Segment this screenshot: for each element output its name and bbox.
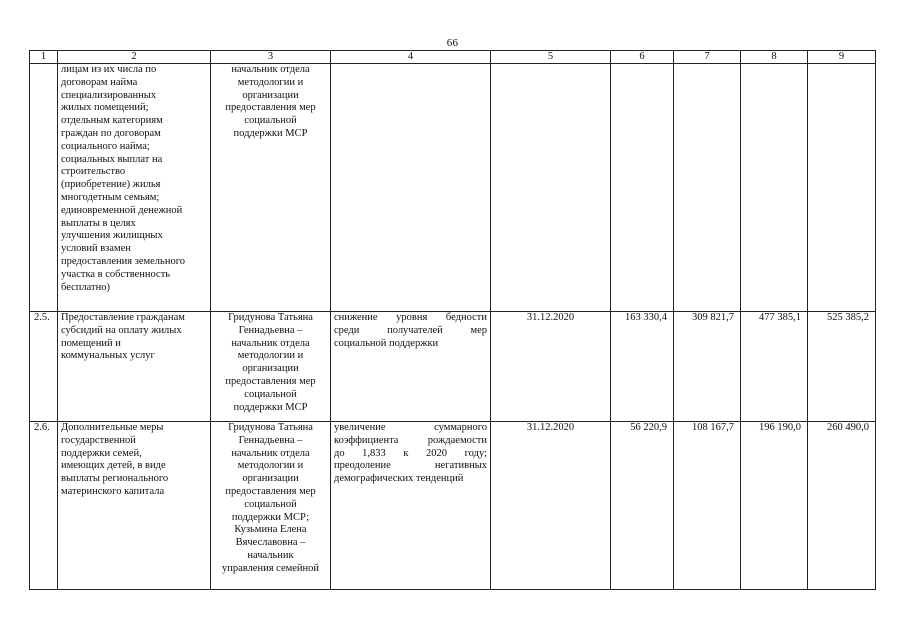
measure-cell: [58, 64, 211, 312]
text-line: условий взамен: [61, 243, 131, 255]
header-cell: 8: [741, 51, 808, 64]
text-line: Кузьмина Елена: [234, 524, 307, 536]
measure-cell: [58, 422, 211, 590]
text-line: организации: [242, 89, 299, 101]
text-line: улучшения жилищных: [61, 230, 163, 242]
value-cell: 196 190,0: [741, 422, 808, 590]
text-line: демографических тенденций: [334, 473, 464, 485]
text-line: методологии и: [237, 460, 304, 472]
text-line: лицам из их числа по: [61, 64, 157, 75]
responsible-cell: [211, 422, 331, 590]
text-line: помещений и: [61, 337, 121, 349]
value-cell: [741, 64, 808, 312]
value-cell: 163 330,4: [611, 312, 674, 422]
text-line: поддержки МСР: [233, 127, 308, 139]
header-cell: 1: [30, 51, 58, 64]
measure-cell: [58, 312, 211, 422]
text-line: участка в собственность: [61, 268, 171, 280]
result-cell: [331, 312, 491, 422]
result-cell: [331, 64, 491, 312]
deadline-cell: 31.12.2020: [491, 312, 611, 422]
text-line: предоставления земельного: [61, 255, 186, 267]
result-cell: [331, 422, 491, 590]
text-line: многодетным семьям;: [61, 191, 160, 203]
value-cell: [808, 64, 876, 312]
responsible-cell: [211, 64, 331, 312]
text-line: коммунальных услуг: [61, 350, 155, 362]
header-cell: 5: [491, 51, 611, 64]
text-line: единовременной денежной: [61, 204, 183, 216]
text-line: социальной: [244, 388, 297, 400]
text-line: выплаты регионального: [61, 473, 169, 485]
table-row: [30, 64, 876, 312]
measures-table: [29, 50, 876, 590]
text-line: имеющих детей, в виде: [61, 460, 166, 472]
text-line: Геннадьевна –: [238, 434, 303, 446]
row-number: 2.6.: [30, 422, 58, 590]
text-line: бесплатно): [61, 281, 110, 293]
text-line: предоставления мер: [225, 375, 316, 387]
header-row: [30, 51, 876, 64]
text-line: договорам найма: [61, 76, 138, 88]
header-cell: 3: [211, 51, 331, 64]
table-row: [30, 422, 876, 590]
text-line: начальник отдела: [231, 64, 310, 75]
text-line: государственной: [61, 434, 136, 446]
text-line: начальник отдела: [231, 447, 310, 459]
value-cell: 260 490,0: [808, 422, 876, 590]
text-line: субсидий на оплату жилых: [61, 324, 182, 336]
text-line: социальной поддержки: [334, 337, 439, 349]
deadline-cell: [491, 64, 611, 312]
text-line: начальник: [247, 549, 294, 561]
header-cell: 7: [674, 51, 741, 64]
text-line: Гридунова Татьяна: [228, 312, 313, 323]
text-line: граждан по договорам: [61, 127, 161, 139]
header-cell: 6: [611, 51, 674, 64]
text-line: среди получателей мер: [334, 324, 487, 336]
table-row: [30, 312, 876, 422]
text-line: методологии и: [237, 350, 304, 362]
text-line: предоставления мер: [225, 102, 316, 114]
text-line: поддержки МСР: [233, 401, 308, 413]
text-line: предоставления мер: [225, 485, 316, 497]
text-line: организации: [242, 473, 299, 485]
text-line: выплаты в целях: [61, 217, 136, 229]
text-line: социальной: [244, 115, 297, 127]
text-line: методологии и: [237, 76, 304, 88]
text-line: социальных выплат на: [61, 153, 163, 165]
text-line: социальной: [244, 498, 297, 510]
text-line: коэффициента рождаемости: [334, 434, 487, 446]
value-cell: 477 385,1: [741, 312, 808, 422]
text-line: (приобретение) жилья: [61, 179, 161, 191]
text-line: социального найма;: [61, 140, 150, 152]
text-line: специализированных: [61, 89, 157, 101]
text-line: поддержки семей,: [61, 447, 142, 459]
page-number: 66: [446, 37, 459, 49]
value-cell: 108 167,7: [674, 422, 741, 590]
text-line: начальник отдела: [231, 337, 310, 349]
text-line: управления семейной: [221, 562, 320, 574]
text-line: отдельным категориям: [61, 115, 163, 127]
deadline-cell: 31.12.2020: [491, 422, 611, 590]
text-line: Геннадьевна –: [238, 324, 303, 336]
text-line: увеличение суммарного: [334, 422, 487, 433]
text-line: жилых помещений;: [61, 102, 149, 114]
value-cell: 309 821,7: [674, 312, 741, 422]
header-cell: 4: [331, 51, 491, 64]
header-cell: 2: [58, 51, 211, 64]
text-line: строительство: [61, 166, 126, 178]
row-number: 2.5.: [30, 312, 58, 422]
text-line: снижение уровня бедности: [334, 312, 487, 323]
text-line: Гридунова Татьяна: [228, 422, 313, 433]
text-line: организации: [242, 363, 299, 375]
text-line: Вячеславовна –: [235, 537, 306, 549]
text-line: преодоление негативных: [334, 460, 487, 472]
header-cell: 9: [808, 51, 876, 64]
text-line: Предоставление гражданам: [61, 312, 185, 323]
responsible-cell: [211, 312, 331, 422]
value-cell: 525 385,2: [808, 312, 876, 422]
text-line: Дополнительные меры: [61, 422, 164, 433]
text-line: до 1,833 к 2020 году;: [334, 447, 487, 459]
text-line: материнского капитала: [61, 485, 165, 497]
value-cell: [674, 64, 741, 312]
text-line: поддержки МСР;: [231, 511, 310, 523]
row-number: [30, 64, 58, 312]
value-cell: [611, 64, 674, 312]
value-cell: 56 220,9: [611, 422, 674, 590]
